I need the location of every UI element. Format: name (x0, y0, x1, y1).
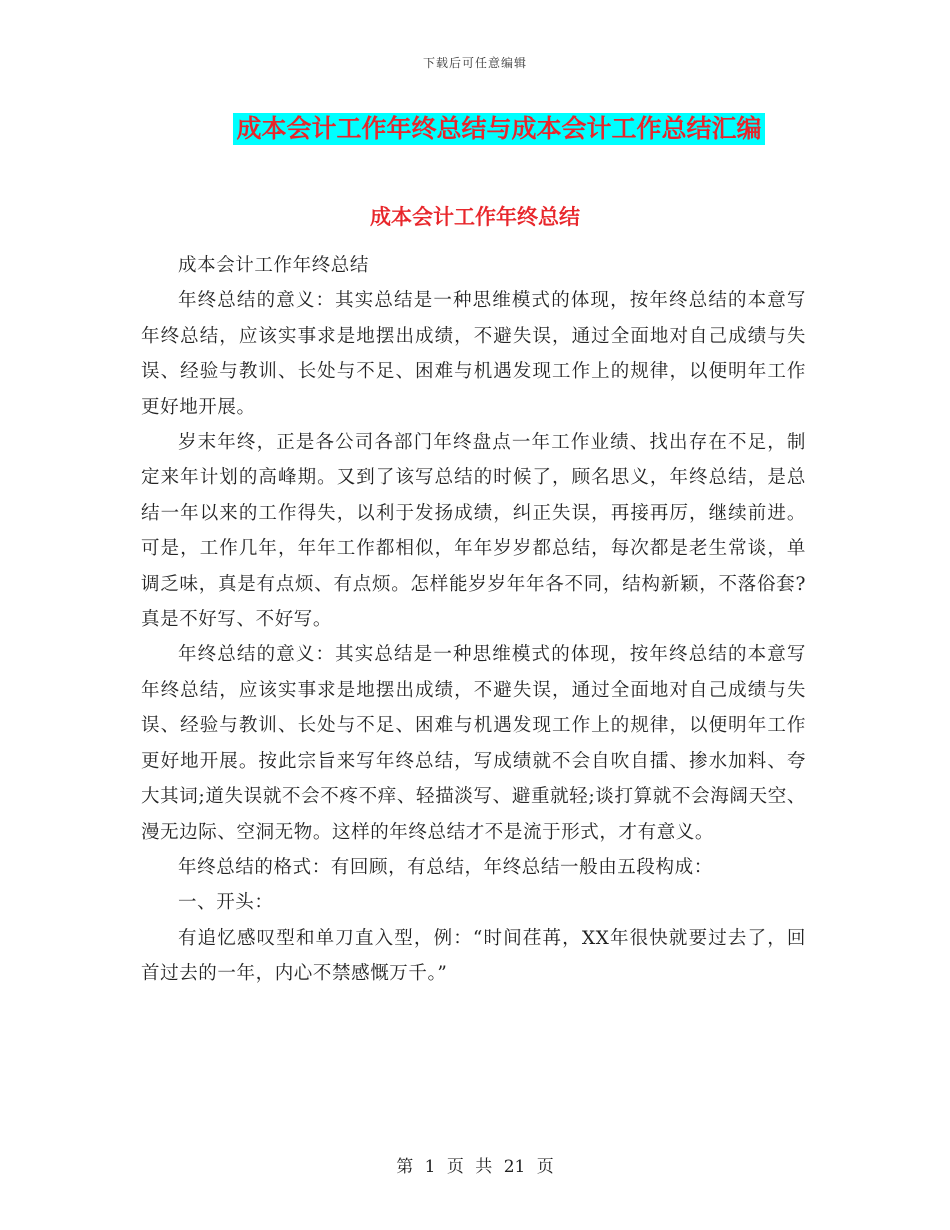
paragraph: 年终总结的格式：有回顾，有总结，年终总结一般由五段构成： (178, 856, 713, 878)
paragraph: 岁末年终，正是各公司各部门年终盘点一年工作业绩、找出存在不足，制定来年计划的高峰期。又到了该写总结的时候了，顾名思义，年终总结，是总结一年以来的工作得失，以利于发扬成绩，纠正失误，再接再厉，继续前进。可是，工作几年，年年工作都相似，年年岁岁都总结，每次都是老生常谈，单调乏味，真是有点烦、有点烦。怎样能岁岁年年各不同，结构新颖，不落俗套?真是不好写、不好写。 (141, 432, 806, 631)
paragraph: 年终总结的意义：其实总结是一种思维模式的体现，按年终总结的本意写年终总结，应该实事求是地摆出成绩，不避失误，通过全面地对自己成绩与失误、经验与教训、长处与不足、困难与机遇发现工作上的规律，以便明年工作更好地开展。 (141, 290, 806, 418)
main-title-container (0, 113, 950, 145)
section-title: 成本会计工作年终总结 (370, 205, 580, 229)
page-footer: 第 1 页 共 21 页 (396, 1157, 554, 1177)
paragraph: 有追忆感叹型和单刀直入型，例：“时间荏苒，XX年很快就要过去了，回首过去的一年，内心不禁感慨万千。” (141, 927, 806, 985)
main-title: 成本会计工作年终总结与成本会计工作总结汇编 (233, 113, 764, 145)
paragraph: 年终总结的意义：其实总结是一种思维模式的体现，按年终总结的本意写年终总结，应该实事求是地摆出成绩，不避失误，通过全面地对自己成绩与失误、经验与教训、长处与不足、困难与机遇发现工作上的规律，以便明年工作更好地开展。按此宗旨来写年终总结，写成绩就不会自吹自擂、掺水加料、夸大其词;道失误就不会不疼不痒、轻描淡写、避重就轻;谈打算就不会海阔天空、漫无边际、空洞无物。这样的年终总结才不是流于形式，才有意义。 (141, 644, 806, 843)
paragraph: 成本会计工作年终总结 (178, 255, 370, 276)
document-body (141, 248, 806, 992)
page-header-note: 下载后可任意编辑 (422, 56, 527, 70)
paragraph: 一、开头： (178, 892, 274, 914)
